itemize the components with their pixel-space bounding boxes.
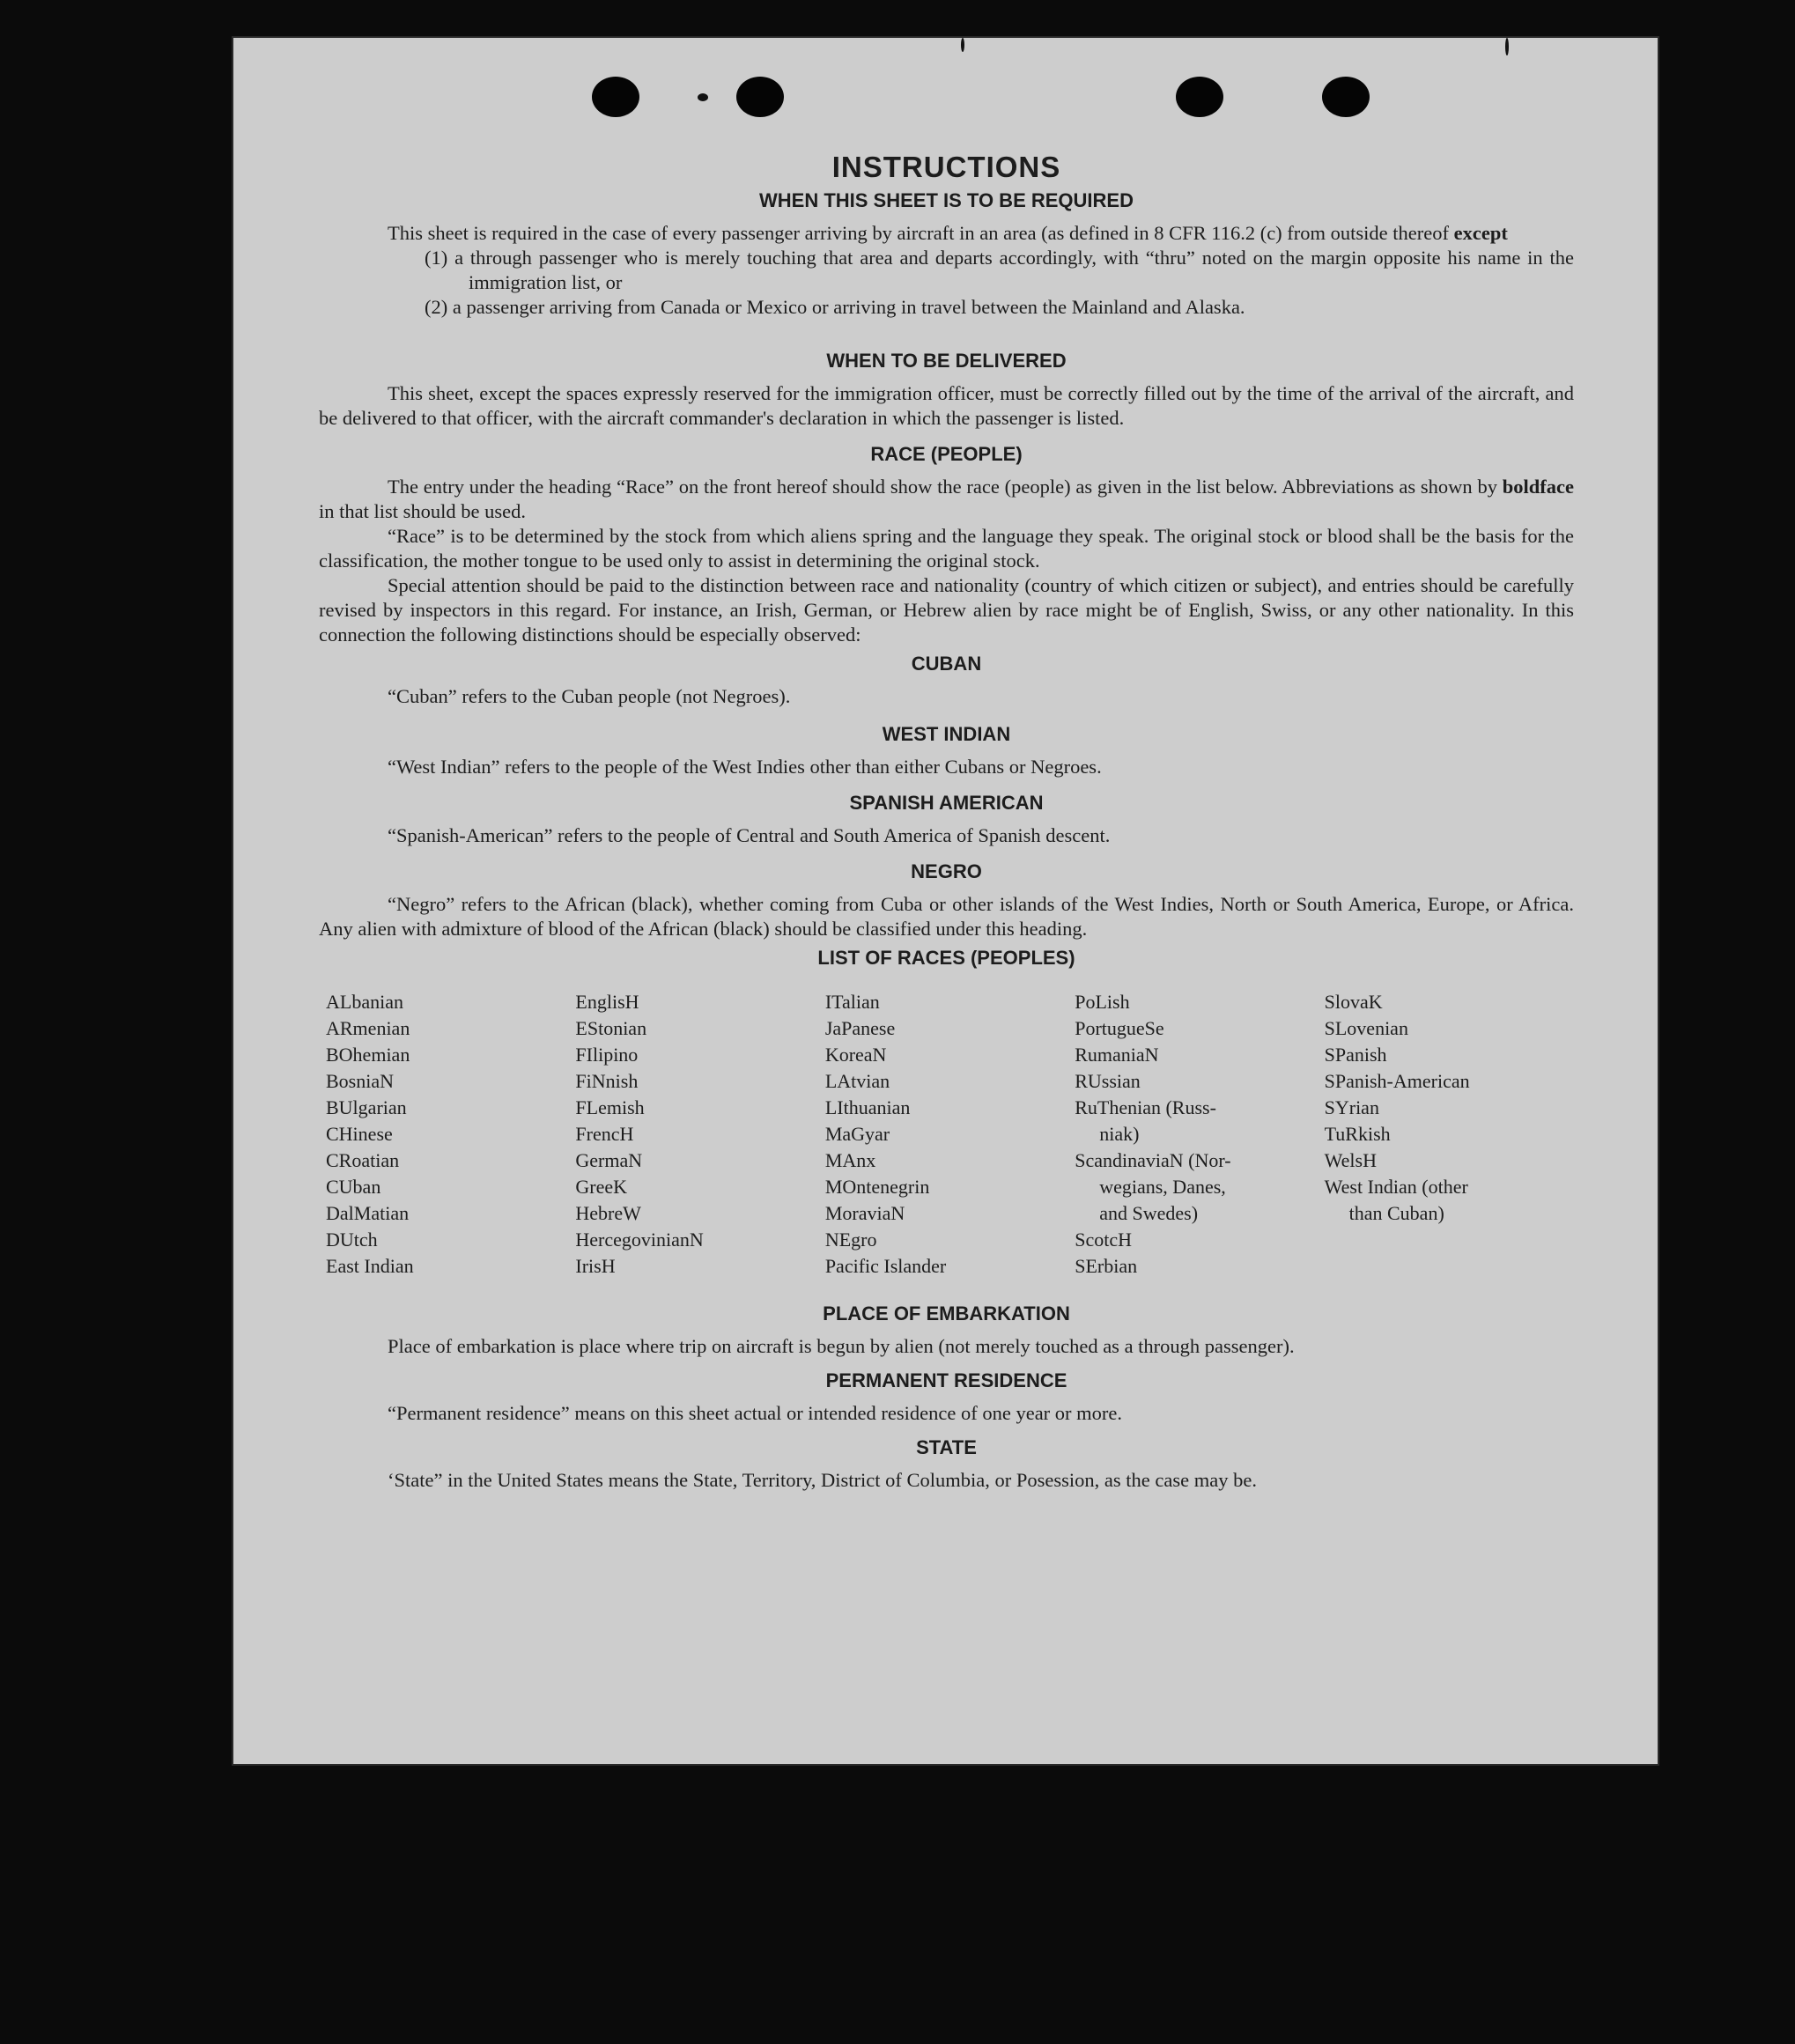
speck [961, 38, 964, 52]
race-entry: SPanish [1324, 1044, 1387, 1066]
race-entry: SPanish-American [1324, 1070, 1470, 1092]
race-entry: LAtvian [824, 1070, 890, 1092]
section-heading: PLACE OF EMBARKATION [823, 1302, 1070, 1325]
paragraph: “West Indian” refers to the people of the West Indies other than either Cubans or Negroes. [388, 756, 1102, 778]
paragraph: Place of embarkation is place where trip on aircraft is begun by alien (not merely touched as a through passenger). [388, 1335, 1295, 1357]
race-entry: SErbian [1075, 1255, 1138, 1277]
section-when-delivered [319, 350, 1574, 431]
race-column [1075, 989, 1324, 1280]
paragraph: “Race” is to be determined by the stock from which aliens spring and the language they speak. The original stock or blood shall be the basis for the classification, the mother tongue to be used only to assist in determining the original stock. [319, 525, 1574, 572]
punch-hole [736, 77, 784, 117]
race-entry: SLovenian [1324, 1017, 1408, 1039]
paragraph: “Permanent residence” means on this sheet actual or intended residence of one year or more. [388, 1402, 1123, 1424]
section-heading: NEGRO [911, 860, 982, 882]
speck [698, 93, 708, 101]
race-entry: BOhemian [326, 1044, 410, 1066]
race-entry: PortugueSe [1075, 1017, 1164, 1039]
section-heading: STATE [916, 1436, 977, 1458]
race-entry: Pacific Islander [824, 1255, 947, 1277]
race-entry: wegians, Danes, [1099, 1176, 1226, 1198]
paragraph: “Negro” refers to the African (black), whether coming from Cuba or other islands of the West Indies, North or South America, Europe, or Africa. Any alien with admixture of blood of the African (black) should be classified under this heading. [319, 893, 1574, 940]
race-entry: NEgro [824, 1229, 877, 1251]
paragraph: The entry under the heading “Race” on the front hereof should show the race (people) as given in the list below. Abbreviations as shown by boldface in that list should be used. [319, 476, 1574, 522]
paragraph: “Cuban” refers to the Cuban people (not Negroes). [388, 685, 791, 707]
race-entry: East Indian [326, 1255, 414, 1277]
section-heading: RACE (PEOPLE) [870, 443, 1023, 465]
race-entry: RumaniaN [1075, 1044, 1159, 1066]
race-entry: WelsH [1324, 1149, 1377, 1171]
race-entry: ALbanian [326, 991, 403, 1013]
paragraph: This sheet is required in the case of every passenger arriving by aircraft in an area (as defined in 8 CFR 116.2 (c) from outside thereof except [388, 222, 1508, 244]
race-entry: West Indian (other [1324, 1176, 1468, 1198]
section-when-required [319, 189, 1574, 320]
section-heading: WHEN THIS SHEET IS TO BE REQUIRED [759, 189, 1134, 211]
section-negro [319, 860, 1574, 941]
race-entry: MAnx [824, 1149, 876, 1171]
race-entry: MaGyar [824, 1123, 890, 1145]
race-column [825, 989, 1075, 1280]
punch-hole [1322, 77, 1370, 117]
race-entry: DUtch [326, 1229, 378, 1251]
section-heading: WHEN TO BE DELIVERED [826, 350, 1067, 372]
race-entry: ARmenian [326, 1017, 410, 1039]
list-item: (1) a through passenger who is merely touching that area and departs accordingly, with “thru” noted on the margin opposite his name in the immigration list, or [425, 247, 1574, 293]
race-entry: SYrian [1324, 1096, 1379, 1118]
race-entry: ITalian [824, 991, 880, 1013]
punch-hole [592, 77, 639, 117]
document-sheet [233, 38, 1658, 1764]
section-list-of-races [319, 947, 1574, 1280]
race-entry: CRoatian [326, 1149, 400, 1171]
punch-hole [1176, 77, 1223, 117]
race-column [1325, 989, 1574, 1280]
race-entry: GermaN [575, 1149, 643, 1171]
race-entry: LIthuanian [824, 1096, 911, 1118]
race-entry: JaPanese [824, 1017, 896, 1039]
section-heading: WEST INDIAN [882, 723, 1011, 745]
section-race [319, 443, 1574, 647]
race-entry: ScotcH [1075, 1229, 1132, 1251]
section-heading: CUBAN [911, 653, 982, 675]
instructions-content [319, 151, 1574, 1493]
race-entry: HebreW [575, 1202, 641, 1224]
section-heading: SPANISH AMERICAN [849, 792, 1044, 814]
race-entry: niak) [1099, 1123, 1140, 1145]
race-entry: DalMatian [326, 1202, 410, 1224]
race-entry: BUlgarian [326, 1096, 407, 1118]
race-column [575, 989, 824, 1280]
paragraph: ‘State” in the United States means the State, Territory, District of Columbia, or Posession, as the case may be. [388, 1469, 1257, 1491]
section-heading: PERMANENT RESIDENCE [825, 1369, 1067, 1391]
section-state [319, 1436, 1574, 1493]
page-title: INSTRUCTIONS [831, 151, 1061, 183]
race-entry: RuThenian (Russ- [1075, 1096, 1216, 1118]
section-west-indian [319, 723, 1574, 779]
race-entry: KoreaN [824, 1044, 887, 1066]
paragraph: “Spanish-American” refers to the people of Central and South America of Spanish descent. [388, 824, 1111, 846]
section-embarkation [319, 1302, 1574, 1359]
race-entry: FiNnish [575, 1070, 639, 1092]
race-entry: ScandinaviaN (Nor- [1075, 1149, 1231, 1171]
section-residence [319, 1369, 1574, 1426]
paragraph: This sheet, except the spaces expressly reserved for the immigration officer, must be correctly filled out by the time of the arrival of the aircraft, and be delivered to that officer, with the aircraft commander's declaration in which the passenger is listed. [319, 382, 1574, 429]
section-spanish-american [319, 792, 1574, 848]
race-entry: PoLish [1075, 991, 1130, 1013]
race-entry: MoraviaN [824, 1202, 905, 1224]
race-column [326, 989, 575, 1280]
section-heading: LIST OF RACES (PEOPLES) [817, 947, 1075, 969]
race-entry: HercegovinianN [575, 1229, 704, 1251]
race-entry: CHinese [326, 1123, 393, 1145]
race-entry: EStonian [575, 1017, 647, 1039]
race-entry: SlovaK [1324, 991, 1383, 1013]
section-cuban [319, 653, 1574, 709]
race-entry: RUssian [1075, 1070, 1141, 1092]
speck [1505, 38, 1509, 55]
race-entry: MOntenegrin [824, 1176, 930, 1198]
race-entry: than Cuban) [1348, 1202, 1444, 1224]
race-entry: and Swedes) [1099, 1202, 1199, 1224]
race-entry: BosniaN [326, 1070, 394, 1092]
race-entry: CUban [326, 1176, 381, 1198]
race-list [326, 989, 1574, 1280]
list-item: (2) a passenger arriving from Canada or Mexico or arriving in travel between the Mainland and Alaska. [425, 296, 1245, 318]
race-entry: GreeK [575, 1176, 628, 1198]
paragraph: Special attention should be paid to the distinction between race and nationality (country of which citizen or subject), and entries should be carefully revised by inspectors in this regard. For instance, an Irish, German, or Hebrew alien by race might be of English, Swiss, or any other nationality. In this connection the following distinctions should be especially observed: [319, 574, 1574, 646]
race-entry: FrencH [575, 1123, 634, 1145]
race-entry: FIlipino [575, 1044, 639, 1066]
race-entry: TuRkish [1324, 1123, 1391, 1145]
race-entry: EnglisH [575, 991, 639, 1013]
race-entry: FLemish [575, 1096, 645, 1118]
race-entry: IrisH [575, 1255, 616, 1277]
